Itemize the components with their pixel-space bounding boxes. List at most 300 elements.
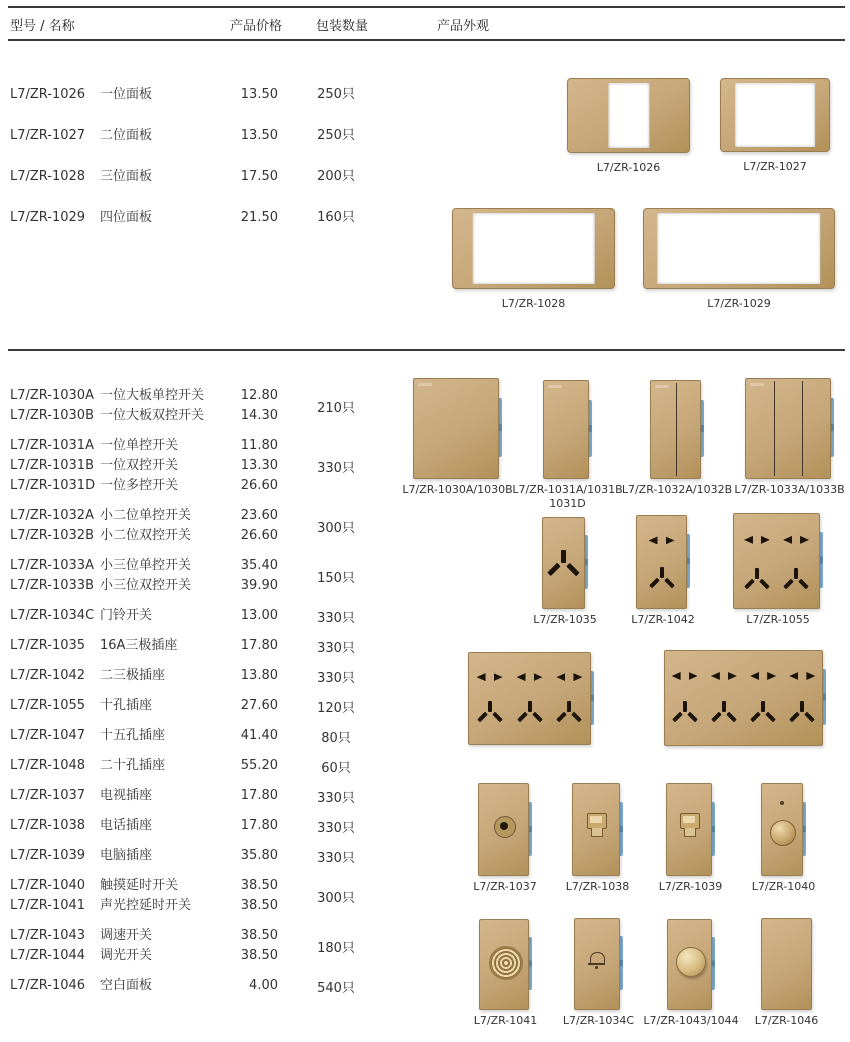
- socket-slot: [534, 673, 543, 681]
- table-row: [10, 506, 278, 526]
- touch-button: [770, 820, 796, 846]
- brand-mark: [548, 385, 562, 388]
- caption-line: L7/ZR-1033A/1033B: [734, 483, 845, 496]
- product-image: [479, 919, 532, 1010]
- qty-cell: 60只: [321, 760, 351, 776]
- socket-slot: [666, 536, 675, 544]
- bell-base: [588, 963, 605, 965]
- table-row: [10, 926, 278, 946]
- qty-cell: 250只: [317, 128, 355, 143]
- qty-cell: 160只: [317, 210, 355, 225]
- product-image: [745, 378, 834, 479]
- table-row: [10, 816, 278, 836]
- qty-cell: 330只: [317, 460, 355, 476]
- top-rule: [8, 6, 845, 8]
- price-cell: 17.50: [240, 169, 278, 184]
- product-image: [761, 783, 806, 876]
- product-image-caption: [709, 880, 850, 894]
- table-row: [10, 456, 278, 476]
- group-rows: [10, 636, 278, 656]
- socket-slot: [572, 712, 583, 723]
- group-rows: [10, 846, 278, 866]
- table-row: [10, 436, 278, 456]
- model-cell: L7/ZR-1032B: [10, 528, 94, 543]
- table-row: [10, 476, 278, 496]
- socket-slot: [800, 701, 804, 712]
- socket-slot: [488, 701, 492, 712]
- price-cell: 41.40: [240, 728, 278, 743]
- name-cell: 二十孔插座: [100, 758, 166, 773]
- product-image-caption: [664, 297, 814, 311]
- model-cell: L7/ZR-1046: [10, 978, 86, 993]
- product-image: [636, 515, 690, 609]
- product-group: [10, 726, 404, 746]
- model-cell: L7/ZR-1040: [10, 878, 86, 893]
- socket-slot: [800, 536, 809, 544]
- caption-line: L7/ZR-1040: [751, 880, 816, 893]
- product-group: [10, 556, 404, 596]
- panel-window: [608, 83, 649, 148]
- price-cell: 27.60: [240, 698, 278, 713]
- group-rows: [10, 436, 278, 496]
- group-rows: [10, 386, 278, 426]
- panel-frame-face: [567, 78, 690, 153]
- panel-frame-face: [643, 208, 835, 289]
- name-cell: 电话插座: [100, 818, 153, 833]
- model-cell: L7/ZR-1038: [10, 818, 86, 833]
- socket-slot: [783, 536, 792, 544]
- panel-face: [413, 378, 499, 479]
- socket-slot: [517, 712, 528, 723]
- qty-cell: 210只: [317, 400, 355, 416]
- product-group: [10, 506, 404, 546]
- rotary-knob: [676, 947, 706, 977]
- price-cell: 35.40: [240, 558, 278, 573]
- qty-cell: 330只: [317, 670, 355, 686]
- caption-line: 1031D: [549, 497, 586, 510]
- group-rows: [10, 876, 278, 916]
- product-image-caption: [703, 613, 850, 627]
- table-row: [10, 526, 278, 546]
- qty-cell: 200只: [317, 169, 355, 184]
- socket-slot: [750, 712, 761, 723]
- product-image-caption: [715, 483, 850, 497]
- qty-cell: 180只: [317, 940, 355, 956]
- model-cell: L7/ZR-1026: [10, 87, 86, 102]
- price-cell: 26.60: [240, 478, 278, 493]
- qty-cell: 250只: [317, 87, 355, 102]
- socket-slot: [573, 673, 582, 681]
- name-cell: 十孔插座: [100, 698, 153, 713]
- panel-window: [735, 83, 815, 147]
- product-image: [452, 208, 615, 289]
- model-cell: L7/ZR-1032A: [10, 508, 94, 523]
- table-row: [10, 166, 404, 188]
- product-image: [643, 208, 835, 289]
- model-cell: L7/ZR-1031B: [10, 458, 94, 473]
- qty-cell: 300只: [317, 890, 355, 906]
- panel-face: [542, 517, 585, 609]
- panel-frame-face: [452, 208, 615, 289]
- model-cell: L7/ZR-1048: [10, 758, 86, 773]
- panel-window: [657, 213, 820, 284]
- model-cell: L7/ZR-1042: [10, 668, 86, 683]
- socket-slot: [765, 712, 776, 723]
- socket-slot: [683, 701, 687, 712]
- table-row: [10, 556, 278, 576]
- socket-slot: [567, 701, 571, 712]
- socket-slot: [664, 578, 675, 589]
- table-row: [10, 636, 278, 656]
- panel-face: [543, 380, 589, 479]
- brand-mark: [750, 383, 764, 386]
- socket-slot: [517, 673, 526, 681]
- price-cell: 13.50: [240, 128, 278, 143]
- model-cell: L7/ZR-1055: [10, 698, 86, 713]
- rj-jack-inner: [683, 816, 695, 823]
- table-row: [10, 666, 278, 686]
- panel-face: [479, 919, 529, 1010]
- product-image: [664, 650, 826, 746]
- name-cell: 一位单控开关: [100, 438, 179, 453]
- group-rows: [10, 606, 278, 626]
- qty-cell: 330只: [317, 850, 355, 866]
- socket-slot: [556, 673, 565, 681]
- socket-slot: [532, 712, 543, 723]
- socket-slot: [790, 712, 801, 723]
- table-row: [10, 946, 278, 966]
- table-row: [10, 756, 278, 776]
- col-header-qty: 包装数量: [316, 19, 369, 34]
- table-row: [10, 606, 278, 626]
- bell-clapper: [595, 966, 598, 969]
- socket-slot: [794, 568, 798, 579]
- indicator-led: [780, 801, 784, 805]
- panel-face: [666, 783, 712, 876]
- product-image: [574, 918, 623, 1010]
- group-rows: [10, 556, 278, 596]
- name-cell: 一位大板单控开关: [100, 388, 205, 403]
- caption-line: L7/ZR-1043/1044: [643, 1014, 739, 1027]
- model-cell: L7/ZR-1027: [10, 128, 86, 143]
- name-cell: 四位面板: [100, 210, 153, 225]
- product-group: [10, 636, 404, 656]
- table-row: [10, 696, 278, 716]
- name-cell: 空白面板: [100, 978, 153, 993]
- socket-slot: [477, 712, 488, 723]
- caption-line: L7/ZR-1026: [596, 161, 661, 174]
- socket-slot: [767, 672, 776, 680]
- caption-line: L7/ZR-1028: [501, 297, 566, 310]
- socket-slot: [566, 563, 579, 576]
- rj-jack-latch: [591, 828, 603, 837]
- product-group: [10, 666, 404, 686]
- panel-face: [636, 515, 687, 609]
- price-cell: 21.50: [240, 210, 278, 225]
- model-cell: L7/ZR-1041: [10, 898, 86, 913]
- price-cell: 13.80: [240, 668, 278, 683]
- sensor-grille: [489, 946, 523, 980]
- price-cell: 13.50: [240, 87, 278, 102]
- product-image: [413, 378, 502, 479]
- product-image: [567, 78, 690, 153]
- panel-face: [664, 650, 823, 746]
- socket-slot: [494, 673, 503, 681]
- header-rule: [8, 39, 845, 41]
- qty-cell: 80只: [321, 730, 351, 746]
- socket-slot: [726, 712, 737, 723]
- caption-line: L7/ZR-1046: [754, 1014, 819, 1027]
- socket-slot: [759, 579, 770, 590]
- price-cell: 17.80: [240, 818, 278, 833]
- group-rows: [10, 726, 278, 746]
- name-cell: 一位多控开关: [100, 478, 179, 493]
- product-group: [10, 876, 404, 916]
- product-image: [650, 380, 704, 479]
- gang-divider: [774, 381, 775, 476]
- price-cell: 11.80: [240, 438, 278, 453]
- section-divider-rule: [8, 349, 845, 351]
- brand-mark: [418, 383, 432, 386]
- group-rows: [10, 696, 278, 716]
- rj-jack-latch: [684, 828, 696, 837]
- group-rows: [10, 976, 278, 996]
- socket-slot: [649, 578, 660, 589]
- socket-slot: [783, 579, 794, 590]
- socket-slot: [744, 579, 755, 590]
- socket-slot: [711, 712, 722, 723]
- product-image-caption: [700, 160, 850, 174]
- panel-frame-face: [720, 78, 830, 152]
- model-cell: L7/ZR-1031D: [10, 478, 96, 493]
- product-group: [10, 976, 404, 996]
- price-cell: 38.50: [240, 878, 278, 893]
- product-image: [543, 380, 592, 479]
- model-cell: L7/ZR-1028: [10, 169, 86, 184]
- name-cell: 小二位双控开关: [100, 528, 192, 543]
- name-cell: 电脑插座: [100, 848, 153, 863]
- caption-line: L7/ZR-1038: [565, 880, 630, 893]
- col-header-price: 产品价格: [230, 19, 283, 34]
- product-group: [10, 816, 404, 836]
- model-cell: L7/ZR-1034C: [10, 608, 95, 623]
- table-row: [10, 976, 278, 996]
- name-cell: 一位面板: [100, 87, 153, 102]
- price-cell: 26.60: [240, 528, 278, 543]
- price-cell: 4.00: [249, 978, 278, 993]
- price-cell: 35.80: [240, 848, 278, 863]
- socket-slot: [805, 712, 816, 723]
- qty-cell: 150只: [317, 570, 355, 586]
- price-cell: 55.20: [240, 758, 278, 773]
- model-cell: L7/ZR-1035: [10, 638, 86, 653]
- product-group: [10, 386, 404, 426]
- price-cell: 14.30: [240, 408, 278, 423]
- price-cell: 23.60: [240, 508, 278, 523]
- model-cell: L7/ZR-1043: [10, 928, 86, 943]
- price-cell: 38.50: [240, 928, 278, 943]
- caption-line: L7/ZR-1034C: [562, 1014, 635, 1027]
- group-rows: [10, 926, 278, 966]
- name-cell: 小三位单控开关: [100, 558, 192, 573]
- model-cell: L7/ZR-1030B: [10, 408, 94, 423]
- name-cell: 门铃开关: [100, 608, 153, 623]
- socket-slot: [761, 536, 770, 544]
- panel-face: [468, 652, 591, 745]
- model-cell: L7/ZR-1044: [10, 948, 86, 963]
- table-row: [10, 726, 278, 746]
- qty-cell: 330只: [317, 640, 355, 656]
- qty-cell: 330只: [317, 610, 355, 626]
- model-cell: L7/ZR-1047: [10, 728, 86, 743]
- price-cell: 12.80: [240, 388, 278, 403]
- socket-slot: [806, 672, 815, 680]
- product-group: [10, 606, 404, 626]
- name-cell: 小二位单控开关: [100, 508, 192, 523]
- col-header-appearance: 产品外观: [437, 19, 490, 34]
- socket-slot: [660, 567, 664, 578]
- table-row: [10, 84, 404, 106]
- socket-slot: [789, 672, 798, 680]
- socket-slot: [761, 701, 765, 712]
- model-cell: L7/ZR-1031A: [10, 438, 94, 453]
- name-cell: 触摸延时开关: [100, 878, 179, 893]
- product-group: [10, 786, 404, 806]
- table-row: [10, 125, 404, 147]
- name-cell: 一位双控开关: [100, 458, 179, 473]
- name-cell: 二三极插座: [100, 668, 166, 683]
- panel-face: [761, 918, 812, 1010]
- col-header-model-name: 型号 / 名称: [10, 19, 75, 34]
- product-group: [10, 696, 404, 716]
- name-cell: 小三位双控开关: [100, 578, 192, 593]
- brand-mark: [655, 385, 669, 388]
- caption-line: L7/ZR-1027: [743, 160, 807, 173]
- table-row: [10, 406, 278, 426]
- caption-line: L7/ZR-1042: [631, 613, 695, 626]
- price-cell: 39.90: [240, 578, 278, 593]
- model-cell: L7/ZR-1033B: [10, 578, 94, 593]
- product-group: [10, 846, 404, 866]
- price-cell: 38.50: [240, 948, 278, 963]
- panel-face: [574, 918, 620, 1010]
- product-group: [10, 926, 404, 966]
- table-row: [10, 786, 278, 806]
- socket-slot: [711, 672, 720, 680]
- name-cell: 一位大板双控开关: [100, 408, 205, 423]
- panel-face: [761, 783, 803, 876]
- group-rows: [10, 786, 278, 806]
- price-cell: 13.00: [240, 608, 278, 623]
- switch-socket-price-table: [10, 386, 404, 1006]
- panel-face: [667, 919, 712, 1010]
- socket-slot: [561, 550, 566, 564]
- socket-slot: [750, 672, 759, 680]
- group-rows: [10, 506, 278, 546]
- product-group: [10, 756, 404, 776]
- socket-slot: [728, 672, 737, 680]
- name-cell: 三位面板: [100, 169, 153, 184]
- qty-cell: 330只: [317, 820, 355, 836]
- name-cell: 调光开关: [100, 948, 153, 963]
- socket-slot: [649, 536, 658, 544]
- group-rows: [10, 666, 278, 686]
- name-cell: 电视插座: [100, 788, 153, 803]
- panel-window: [472, 213, 594, 284]
- product-image: [666, 783, 715, 876]
- model-cell: L7/ZR-1039: [10, 848, 86, 863]
- qty-cell: 540只: [317, 980, 355, 996]
- socket-slot: [744, 536, 753, 544]
- qty-cell: 300只: [317, 520, 355, 536]
- model-cell: L7/ZR-1037: [10, 788, 86, 803]
- socket-slot: [492, 712, 503, 723]
- price-cell: 17.80: [240, 638, 278, 653]
- product-image: [720, 78, 830, 152]
- socket-slot: [477, 673, 486, 681]
- caption-line: L7/ZR-1035: [533, 613, 597, 626]
- caption-line: L7/ZR-1030A/1030B: [402, 483, 513, 496]
- caption-line: L7/ZR-1039: [658, 880, 723, 893]
- panel-face: [745, 378, 831, 479]
- model-cell: L7/ZR-1029: [10, 210, 86, 225]
- product-image-caption: [459, 297, 609, 311]
- caption-line: L7/ZR-1037: [473, 880, 537, 893]
- socket-slot: [528, 701, 532, 712]
- product-image: [478, 783, 532, 876]
- table-row: [10, 576, 278, 596]
- product-image-caption: [712, 1014, 850, 1028]
- table-row: [10, 846, 278, 866]
- price-cell: 13.30: [240, 458, 278, 473]
- group-rows: [10, 816, 278, 836]
- socket-slot: [722, 701, 726, 712]
- panel-face: [650, 380, 701, 479]
- table-row: [10, 876, 278, 896]
- panel-price-table: [10, 84, 404, 248]
- panel-face: [733, 513, 820, 609]
- name-cell: 16A三极插座: [100, 638, 178, 653]
- price-cell: 17.80: [240, 788, 278, 803]
- caption-line: L7/ZR-1032A/1032B: [621, 483, 733, 496]
- product-image-caption: [554, 161, 704, 175]
- socket-slot: [687, 712, 698, 723]
- name-cell: 声光控延时开关: [100, 898, 192, 913]
- product-image: [733, 513, 823, 609]
- socket-slot: [557, 712, 568, 723]
- caption-line: L7/ZR-1029: [707, 297, 771, 310]
- product-image: [542, 517, 588, 609]
- caption-line: L7/ZR-1041: [473, 1014, 538, 1027]
- qty-cell: 120只: [317, 700, 355, 716]
- gang-divider: [802, 381, 803, 476]
- qty-cell: 330只: [317, 790, 355, 806]
- model-cell: L7/ZR-1033A: [10, 558, 94, 573]
- socket-slot: [689, 672, 698, 680]
- price-cell: 38.50: [240, 898, 278, 913]
- gang-divider: [676, 383, 677, 476]
- socket-slot: [547, 563, 560, 576]
- caption-line: L7/ZR-1031A/1031B: [512, 483, 623, 496]
- name-cell: 调速开关: [100, 928, 153, 943]
- name-cell: 十五孔插座: [100, 728, 166, 743]
- socket-slot: [798, 579, 809, 590]
- name-cell: 二位面板: [100, 128, 153, 143]
- group-rows: [10, 756, 278, 776]
- tv-connector-pin: [500, 822, 508, 830]
- model-cell: L7/ZR-1030A: [10, 388, 94, 403]
- socket-slot: [755, 568, 759, 579]
